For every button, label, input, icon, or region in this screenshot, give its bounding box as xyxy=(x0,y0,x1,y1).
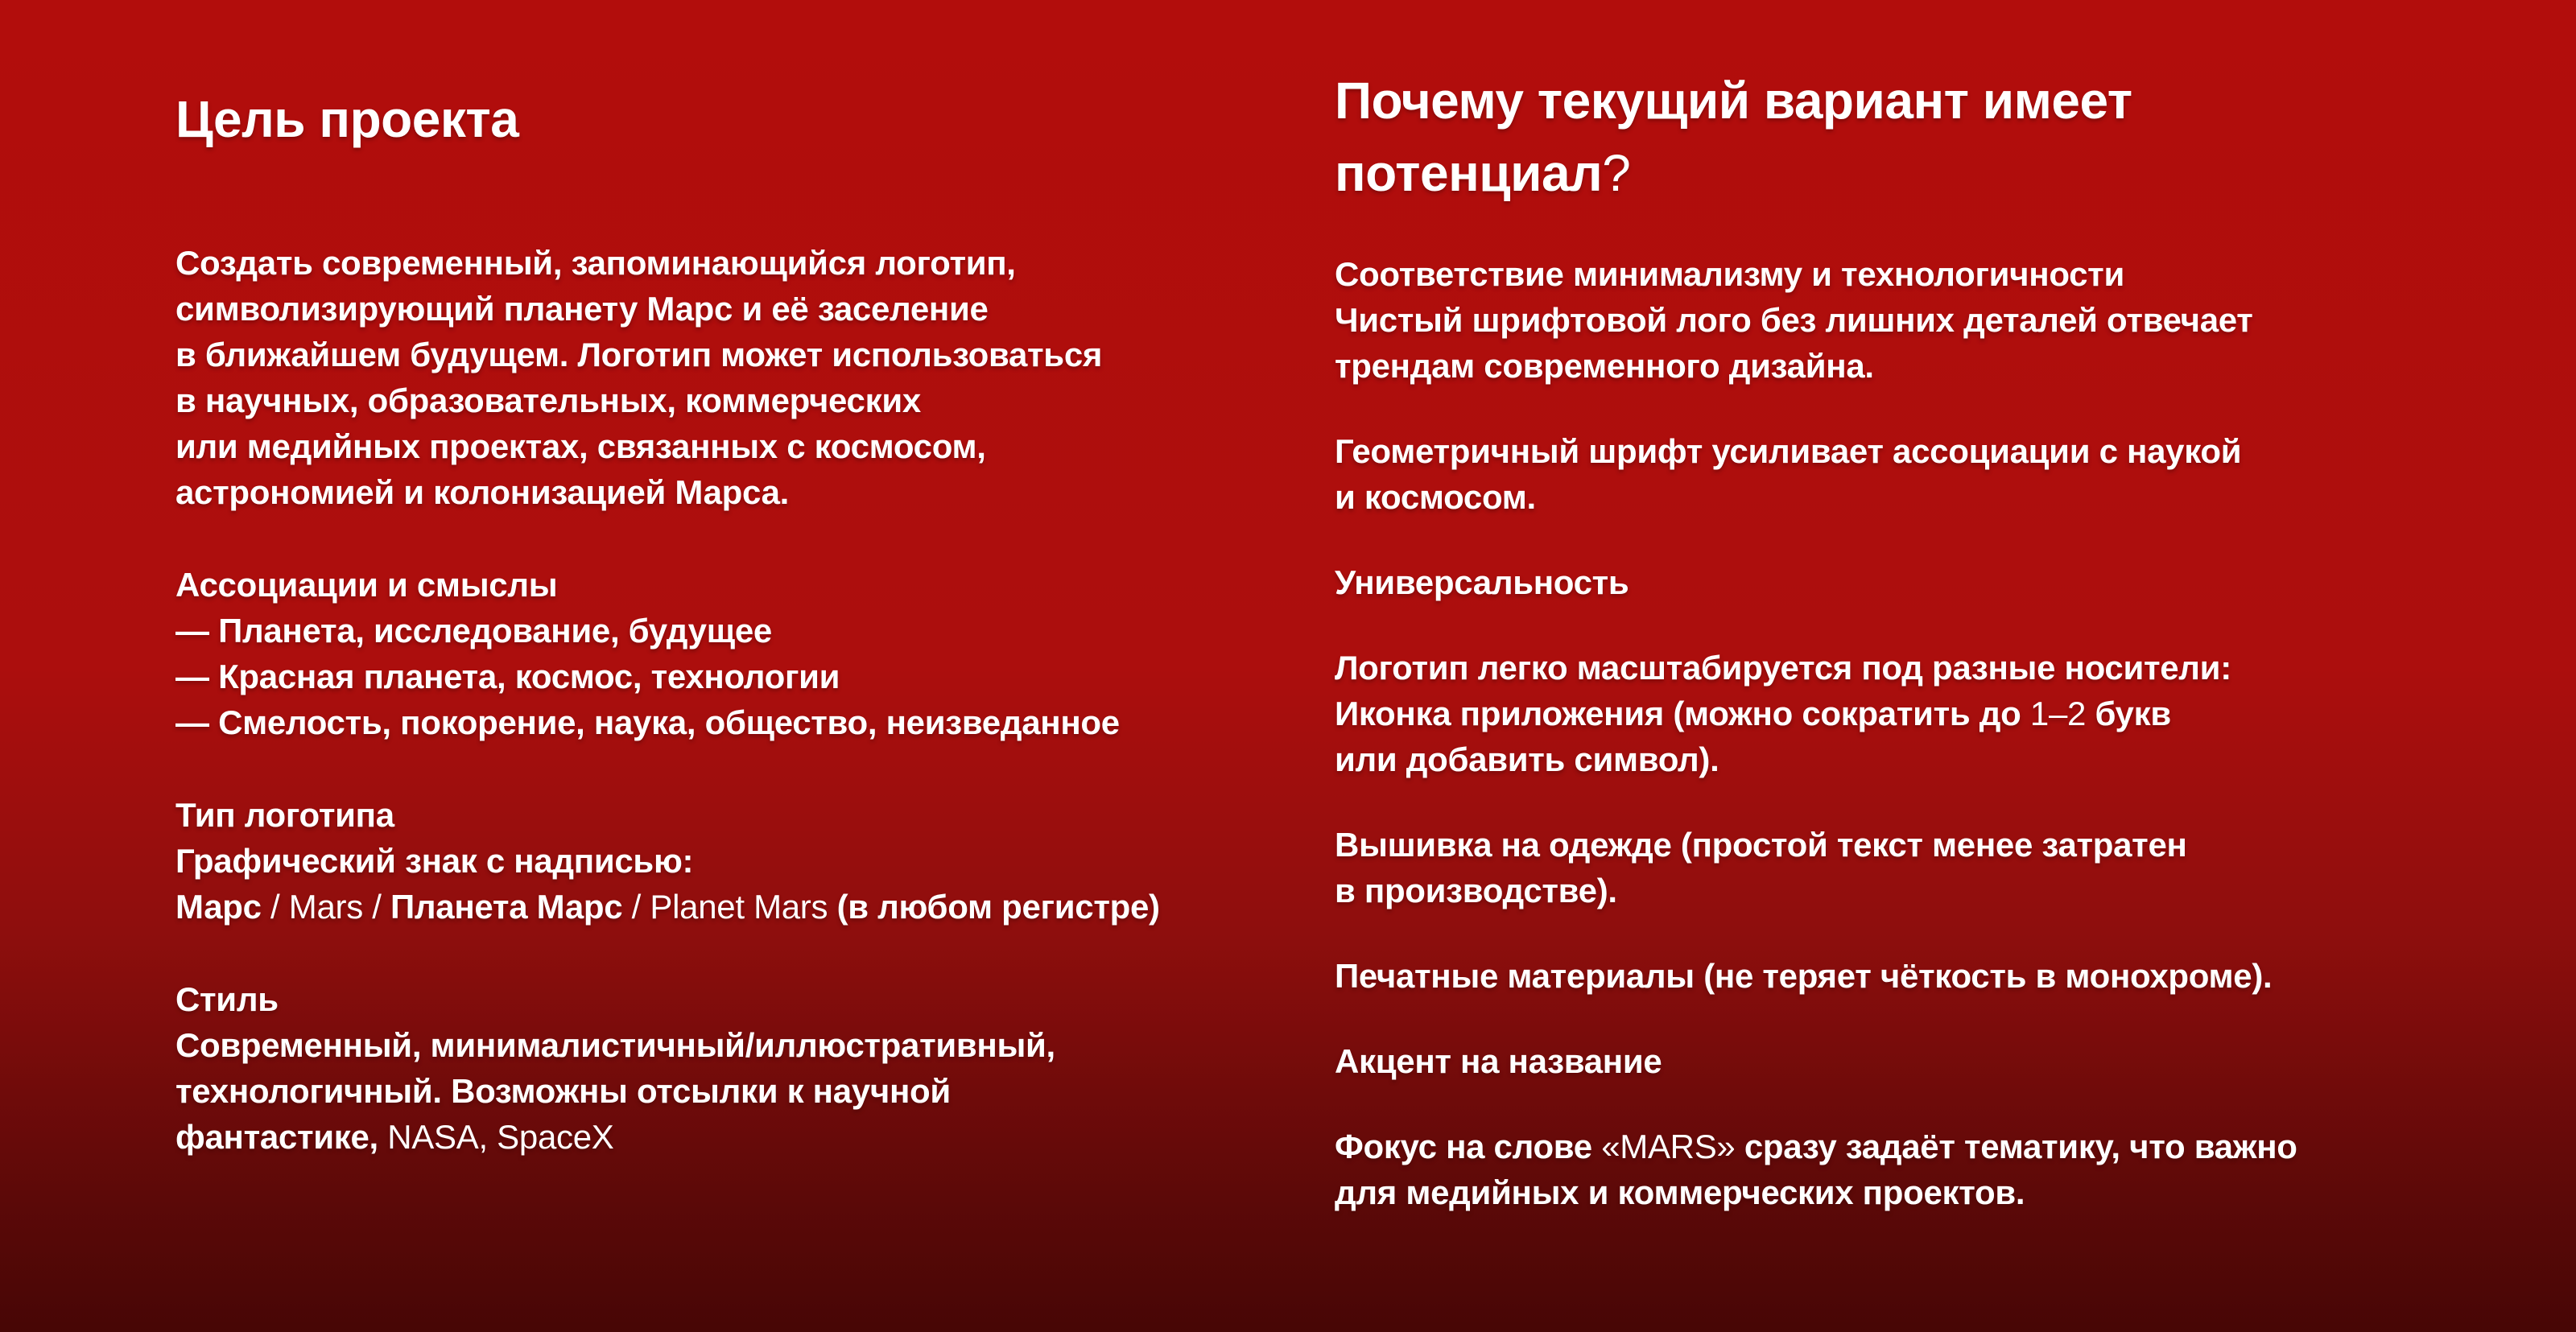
text-block xyxy=(1335,428,2542,520)
text-line xyxy=(175,1068,1327,1114)
text-block xyxy=(175,240,1327,515)
text-line xyxy=(1335,868,2542,913)
text-line xyxy=(175,1022,1327,1068)
text-block xyxy=(1335,953,2542,999)
text-line xyxy=(1335,297,2542,343)
right-column xyxy=(1335,64,2542,1255)
text-segment: Чистый шрифтовой лого без лишних деталей отвечает xyxy=(1335,301,2253,339)
text-block xyxy=(1335,251,2542,389)
text-segment: «MARS» xyxy=(1601,1128,1736,1165)
text-line xyxy=(175,1114,1327,1160)
text-segment: Вышивка на одежде (простой текст менее затратен xyxy=(1335,826,2187,864)
text-line xyxy=(175,332,1327,377)
text-segment: — Красная планета, космос, технологии xyxy=(175,658,840,695)
text-segment: или добавить символ). xyxy=(1335,740,1719,778)
text-segment: Графический знак с надписью: xyxy=(175,842,694,880)
text-line xyxy=(175,562,1327,608)
text-segment: Почему текущий вариант имеет xyxy=(1335,72,2132,130)
text-segment: — Смелость, покорение, наука, общество, неизведанное xyxy=(175,703,1120,741)
text-line xyxy=(175,83,1327,155)
text-line xyxy=(175,884,1327,930)
text-segment: Соответствие минимализму и технологичности xyxy=(1335,255,2124,293)
text-segment: Тип логотипа xyxy=(175,796,394,834)
text-segment: Геометричный шрифт усиливает ассоциации с наукой xyxy=(1335,432,2242,470)
left-title xyxy=(175,83,1327,155)
text-segment: Ассоциации и смыслы xyxy=(175,566,558,604)
text-line xyxy=(1335,822,2542,868)
right-title xyxy=(1335,64,2542,209)
text-segment: (в любом регистре) xyxy=(836,888,1160,926)
text-segment: Создать современный, запоминающийся логотип, xyxy=(175,244,1016,282)
text-line xyxy=(1335,1038,2542,1084)
text-block xyxy=(175,562,1327,745)
text-line xyxy=(175,976,1327,1022)
text-segment: и космосом. xyxy=(1335,478,1536,516)
text-segment: ? xyxy=(1602,144,1631,202)
text-segment: для медийных и коммерческих проектов. xyxy=(1335,1173,2025,1211)
text-segment: 1–2 xyxy=(2029,695,2087,732)
text-block xyxy=(1335,1124,2542,1215)
text-segment: / Mars / xyxy=(270,888,391,926)
text-line xyxy=(1335,1124,2542,1169)
text-segment: Акцент на название xyxy=(1335,1042,1662,1080)
text-block xyxy=(1335,1038,2542,1084)
text-segment: Универсальность xyxy=(1335,563,1629,601)
text-segment: NASA, SpaceX xyxy=(378,1118,614,1156)
text-segment: Марс xyxy=(175,888,271,926)
text-line xyxy=(1335,428,2542,474)
text-segment: трендам современного дизайна. xyxy=(1335,347,1874,385)
text-segment: Печатные материалы (не теряет чёткость в монохроме). xyxy=(1335,957,2273,995)
text-segment: астрономией и колонизацией Марса. xyxy=(175,473,790,511)
text-segment: Логотип легко масштабируется под разные носители: xyxy=(1335,649,2231,687)
text-segment: символизирующий планету Марс и её заселение xyxy=(175,290,989,328)
text-line xyxy=(175,377,1327,423)
text-block xyxy=(175,792,1327,930)
text-segment: Современный, минималистичный/иллюстративный, xyxy=(175,1026,1055,1064)
text-segment: / Planet Mars xyxy=(631,888,837,926)
text-line xyxy=(1335,137,2542,209)
text-line xyxy=(1335,736,2542,782)
text-line xyxy=(1335,645,2542,691)
text-line xyxy=(1335,474,2542,520)
text-line xyxy=(175,608,1327,654)
text-block xyxy=(175,976,1327,1160)
text-line xyxy=(175,699,1327,745)
text-block xyxy=(1335,822,2542,913)
left-column xyxy=(175,83,1327,1206)
left-text-blocks xyxy=(175,240,1327,1160)
text-line xyxy=(1335,251,2542,297)
text-line xyxy=(1335,64,2542,137)
text-segment: букв xyxy=(2086,695,2171,732)
text-line xyxy=(1335,1169,2542,1215)
text-segment: потенциал xyxy=(1335,144,1603,202)
text-line xyxy=(1335,691,2542,736)
text-line xyxy=(175,286,1327,332)
text-line xyxy=(175,423,1327,469)
text-segment: — Планета, исследование, будущее xyxy=(175,612,772,650)
text-block xyxy=(1335,559,2542,605)
text-segment: технологичный. Возможны отсылки к научной xyxy=(175,1072,951,1110)
text-segment: Стиль xyxy=(175,980,279,1018)
text-segment: в ближайшем будущем. Логотип может использоваться xyxy=(175,336,1103,373)
text-line xyxy=(175,792,1327,838)
text-line xyxy=(1335,559,2542,605)
text-segment: Иконка приложения (можно сократить до xyxy=(1335,695,2030,732)
text-segment: фантастике, xyxy=(175,1118,378,1156)
text-block xyxy=(1335,64,2542,209)
right-text-blocks xyxy=(1335,251,2542,1215)
text-line xyxy=(175,838,1327,884)
text-segment: или медийных проектах, связанных с космосом, xyxy=(175,427,986,465)
text-line xyxy=(175,240,1327,286)
text-block xyxy=(175,83,1327,155)
text-segment: в научных, образовательных, коммерческих xyxy=(175,381,921,419)
text-segment: Цель проекта xyxy=(175,90,519,148)
text-line xyxy=(175,654,1327,699)
text-segment: Фокус на слове xyxy=(1335,1128,1602,1165)
text-line xyxy=(175,469,1327,515)
text-segment: сразу задаёт тематику, что важно xyxy=(1735,1128,2297,1165)
text-line xyxy=(1335,343,2542,389)
text-block xyxy=(1335,645,2542,782)
text-line xyxy=(1335,953,2542,999)
text-segment: в производстве). xyxy=(1335,872,1617,909)
text-segment: Планета Марс xyxy=(390,888,632,926)
